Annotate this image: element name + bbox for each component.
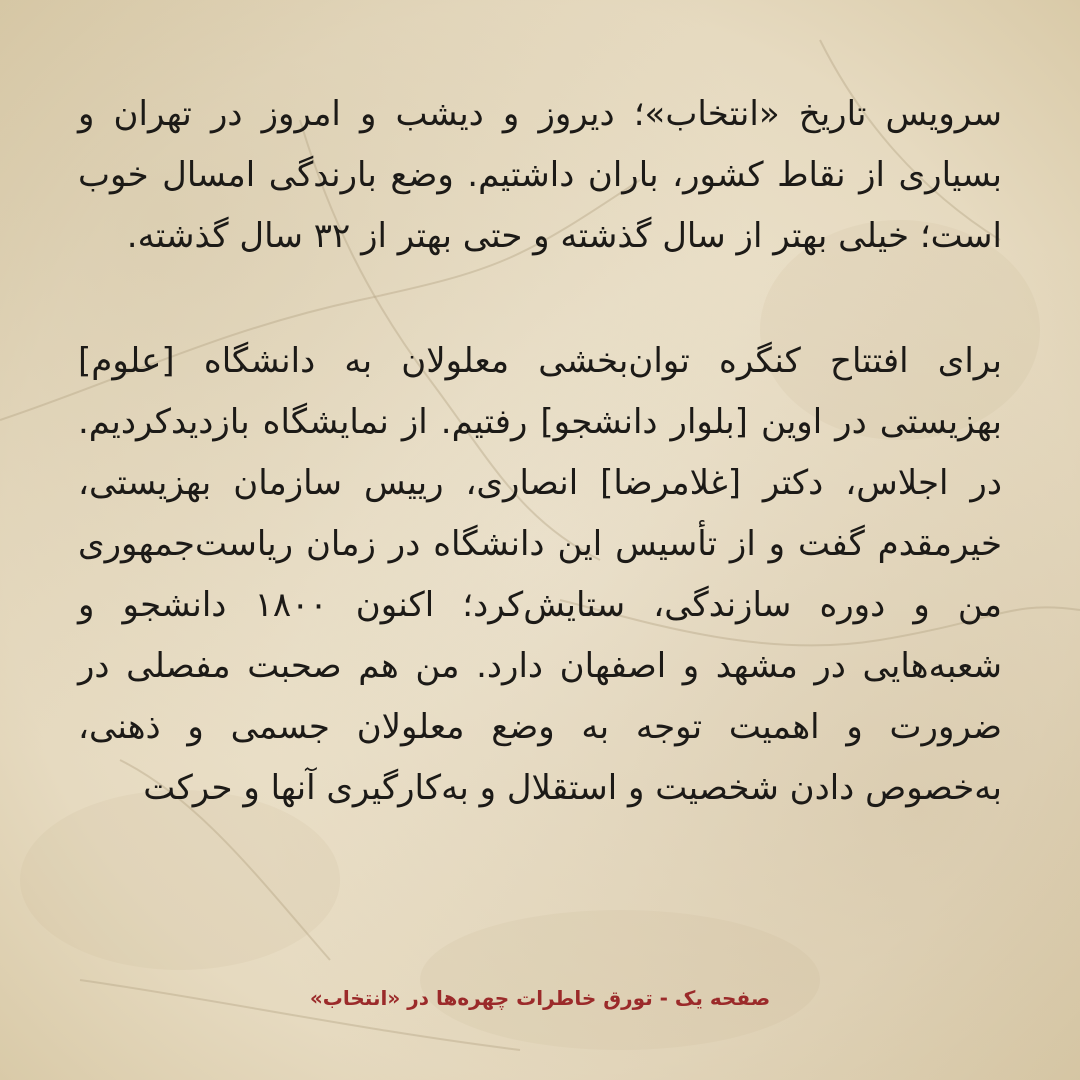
paragraph-2: برای افتتاح کنگره توان‌بخشی معلولان به دانشگاه [علوم] بهزیستی در اوین [بلوار دانشجو] رفتیم. از نمایشگاه بازدیدکردیم. در اجلاس، دکتر [غلامرضا] انصاری، رییس سازمان بهزیستی، خیرمقدم گفت و از تأسیس این دانشگاه در زمان ریاست‌جمهوری من و دوره سازندگی، ستایش‌کرد؛ اکنون ۱۸۰۰ دانشجو و شعبه‌هایی در مشهد و اصفهان دارد. من هم صحبت مفصلی در ضرورت و اهمیت توجه به وضع معلولان جسمی و ذهنی، به‌خصوص دادن شخصیت و استقلال و به‌کارگیری آنها و حرکت	[78, 341, 1002, 808]
page-footer: صفحه یک - تورق خاطرات چهره‌ها در «انتخاب»	[309, 986, 771, 1010]
paragraph-1: سرویس تاریخ «انتخاب»؛ دیروز و دیشب و امروز در تهران و بسیاری از نقاط کشور، باران داشتیم. وضع بارندگی امسال خوب است؛ خیلی بهتر از سال گذشته و حتی بهتر از ۳۲ سال گذشته.	[78, 94, 1002, 256]
memoir-text	[78, 84, 1002, 819]
